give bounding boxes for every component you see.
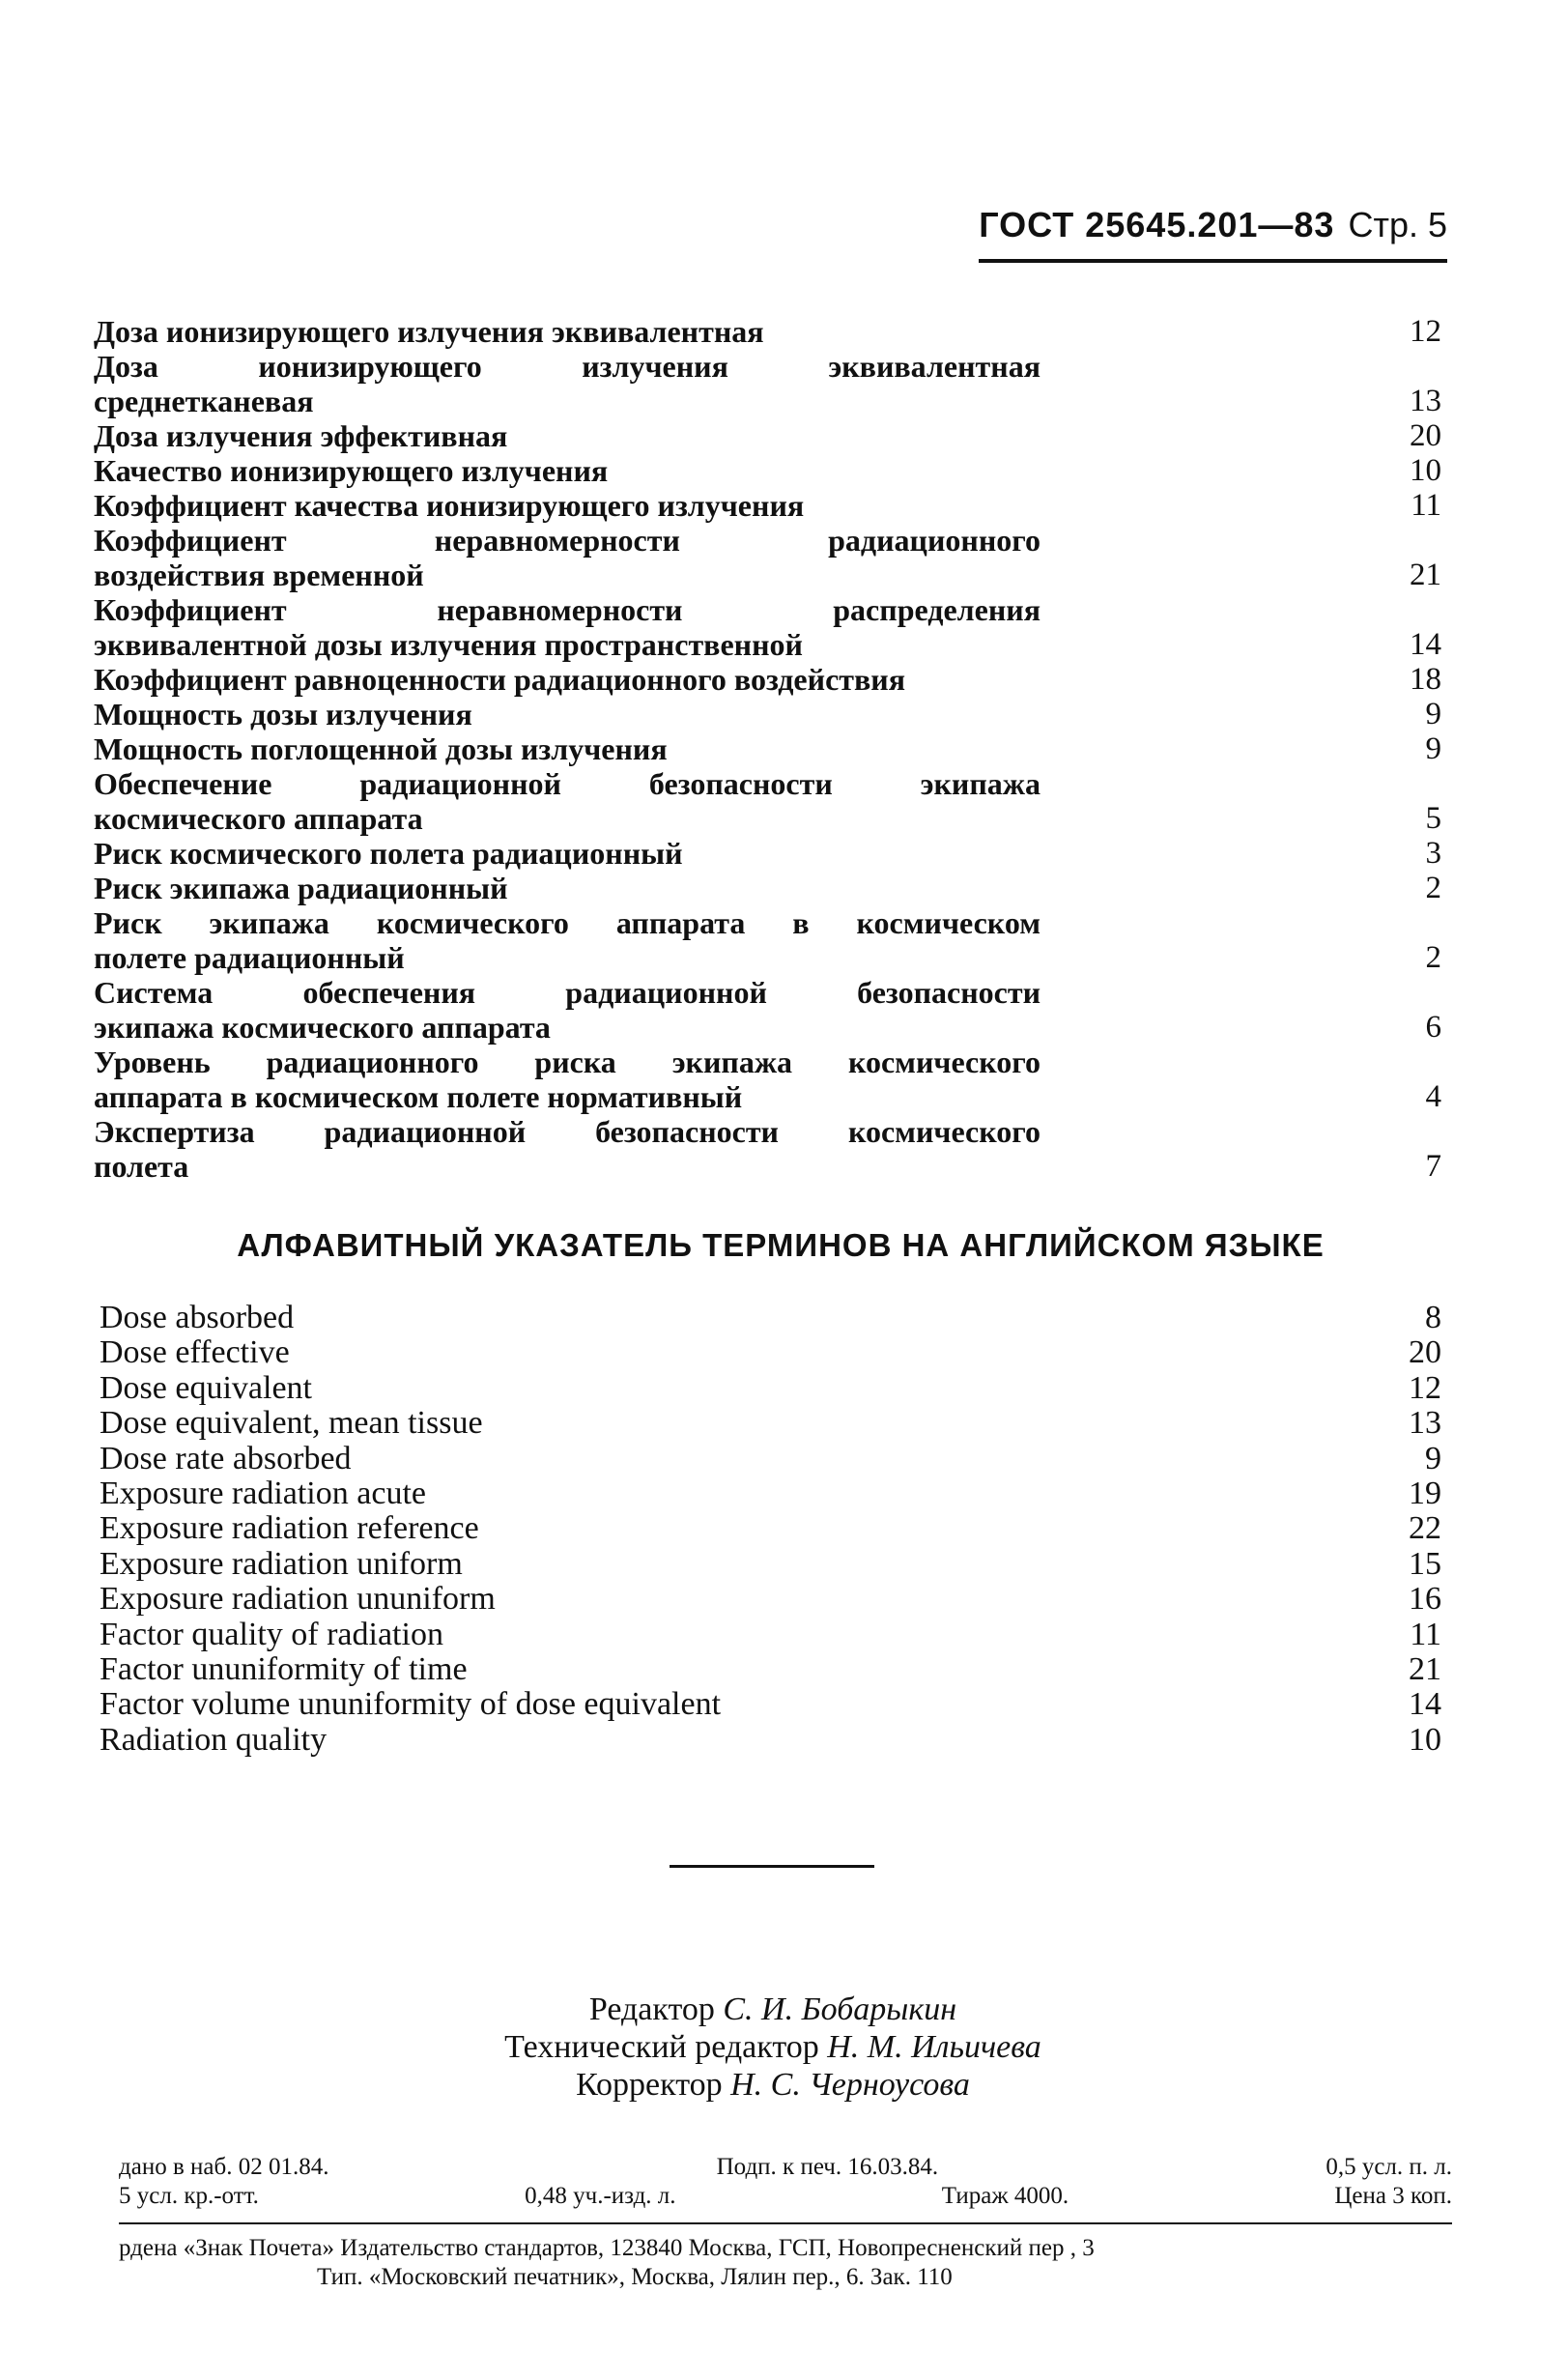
- index-term: Dose effective: [100, 1334, 290, 1371]
- imprint-row: [119, 2153, 1452, 2182]
- imprint-field: Цена 3 коп.: [1334, 2183, 1452, 2209]
- index-entry: [94, 871, 1446, 905]
- index-term: Exposure radiation ununiform: [100, 1581, 496, 1618]
- index-term: Dose rate absorbed: [100, 1440, 352, 1476]
- term-line: эквивалентной дозы излучения пространственной: [94, 627, 803, 662]
- term-line: Качество ионизирующего излучения: [94, 453, 609, 488]
- index-entry: [94, 349, 1446, 418]
- index-term: [94, 697, 1041, 731]
- index-term: Dose equivalent: [100, 1369, 312, 1406]
- index-entry: [94, 697, 1446, 731]
- index-term: [94, 836, 1041, 871]
- index-number: 12: [1409, 1369, 1441, 1406]
- index-entry: [100, 1476, 1446, 1511]
- index-number: 11: [1410, 1616, 1441, 1652]
- page-header: [979, 205, 1447, 245]
- index-term: [94, 314, 1041, 349]
- index-number: 14: [1409, 1686, 1441, 1723]
- index-term: Exposure radiation reference: [100, 1510, 479, 1547]
- index-term: [94, 871, 1041, 905]
- index-term: Factor quality of radiation: [100, 1616, 443, 1652]
- index-entry: [94, 488, 1446, 523]
- term-line: полете радиационный: [94, 940, 405, 975]
- print-imprint: [119, 2153, 1452, 2211]
- index-entry: [100, 1687, 1446, 1722]
- publisher-info: [119, 2234, 1452, 2292]
- index-term: Factor volume ununiformity of dose equivalent: [100, 1686, 722, 1723]
- index-term: [94, 975, 1041, 1045]
- index-term: [94, 349, 1041, 418]
- index-number: 4: [1425, 1079, 1441, 1114]
- index-entry: [100, 1371, 1446, 1406]
- index-entry: [100, 1652, 1446, 1687]
- index-entry: [100, 1547, 1446, 1582]
- index-entry: [94, 1045, 1446, 1114]
- imprint-field: Тираж 4000.: [941, 2183, 1069, 2209]
- term-line: экипажа космического аппарата: [94, 1010, 551, 1045]
- term-line: Риск экипажа радиационный: [94, 871, 508, 905]
- index-number: 14: [1410, 627, 1441, 662]
- imprint-field: 0,5 усл. п. л.: [1326, 2154, 1452, 2180]
- english-term-index: [100, 1301, 1446, 1758]
- index-number: 13: [1409, 1405, 1441, 1442]
- term-line: аппарата в космическом полете нормативный: [94, 1079, 743, 1114]
- index-term: [94, 905, 1041, 975]
- term-line: Коэффициент неравномерности распределения: [94, 592, 1041, 627]
- index-entry: [94, 975, 1446, 1045]
- editorial-credits: [290, 1991, 1256, 2104]
- index-number: 9: [1425, 1440, 1441, 1476]
- term-line: Экспертиза радиационной безопасности космического: [94, 1114, 1041, 1149]
- credit-role: Технический редактор: [504, 2029, 819, 2065]
- index-term: [94, 662, 1041, 697]
- index-number: 10: [1409, 1721, 1441, 1758]
- index-entry: [100, 1582, 1446, 1617]
- term-line: Коэффициент качества ионизирующего излучения: [94, 488, 805, 523]
- credit-line: [290, 2066, 1256, 2104]
- credit-name: С. И. Бобарыкин: [723, 1991, 957, 2027]
- credit-line: [290, 1991, 1256, 2028]
- term-line: Риск экипажа космического аппарата в космическом: [94, 905, 1041, 940]
- index-number: 22: [1409, 1510, 1441, 1547]
- index-number: 12: [1410, 314, 1441, 349]
- index-term: [94, 488, 1041, 523]
- russian-term-index: [94, 314, 1446, 1184]
- index-entry: [100, 1301, 1446, 1335]
- term-line: Доза излучения эффективная: [94, 418, 508, 453]
- term-line: Доза ионизирующего излучения эквивалентная: [94, 314, 764, 349]
- index-entry: [94, 1114, 1446, 1184]
- index-term: [94, 453, 1041, 488]
- index-number: 21: [1410, 558, 1441, 592]
- index-number: 19: [1409, 1476, 1441, 1512]
- index-term: [94, 766, 1041, 836]
- term-line: Мощность поглощенной дозы излучения: [94, 731, 668, 766]
- index-term: Exposure radiation acute: [100, 1476, 426, 1512]
- index-number: 16: [1409, 1581, 1441, 1618]
- index-number: 9: [1425, 697, 1441, 731]
- index-entry: [94, 453, 1446, 488]
- index-number: 15: [1409, 1545, 1441, 1582]
- center-divider: [670, 1865, 874, 1868]
- index-term: [94, 418, 1041, 453]
- index-number: 2: [1425, 940, 1441, 975]
- term-line: Коэффициент неравномерности радиационного: [94, 523, 1041, 558]
- imprint-field: 5 усл. кр.-отт.: [119, 2183, 259, 2209]
- index-number: 10: [1410, 453, 1441, 488]
- index-entry: [100, 1335, 1446, 1370]
- index-entry: [100, 1723, 1446, 1758]
- index-number: 20: [1410, 418, 1441, 453]
- imprint-field: 0,48 уч.-изд. л.: [525, 2183, 676, 2209]
- term-line: Обеспечение радиационной безопасности экипажа: [94, 766, 1041, 801]
- credit-name: Н. С. Черноусова: [730, 2067, 970, 2103]
- index-number: 21: [1409, 1651, 1441, 1688]
- index-number: 11: [1411, 488, 1441, 523]
- term-line: Мощность дозы излучения: [94, 697, 472, 731]
- index-entry: [94, 836, 1446, 871]
- index-entry: [94, 314, 1446, 349]
- credit-role: Корректор: [576, 2067, 723, 2103]
- index-entry: [94, 766, 1446, 836]
- index-term: Factor ununiformity of time: [100, 1651, 468, 1688]
- publisher-line: рдена «Знак Почета» Издательство стандартов, 123840 Москва, ГСП, Новопресненский пер , 3: [119, 2235, 1095, 2261]
- header-rule: [979, 259, 1447, 263]
- index-term: [94, 523, 1041, 592]
- term-line: среднетканевая: [94, 384, 314, 418]
- section-title: АЛФАВИТНЫЙ УКАЗАТЕЛЬ ТЕРМИНОВ НА АНГЛИЙСКОМ ЯЗЫКЕ: [237, 1227, 1325, 1263]
- term-line: полета: [94, 1149, 189, 1184]
- term-line: Уровень радиационного риска экипажа космического: [94, 1045, 1041, 1079]
- credit-role: Редактор: [588, 1991, 715, 2027]
- index-term: [94, 1114, 1041, 1184]
- index-number: 8: [1425, 1300, 1441, 1335]
- publisher-line: Тип. «Московский печатник», Москва, Лялин пер., 6. Зак. 110: [317, 2264, 953, 2290]
- term-line: космического аппарата: [94, 801, 423, 836]
- index-number: 18: [1410, 662, 1441, 697]
- credit-line: [290, 2028, 1256, 2066]
- index-number: 9: [1425, 731, 1441, 766]
- index-entry: [94, 418, 1446, 453]
- index-entry: [94, 731, 1446, 766]
- index-entry: [94, 662, 1446, 697]
- imprint-field: дано в наб. 02 01.84.: [119, 2154, 329, 2180]
- index-number: 3: [1425, 836, 1441, 871]
- index-term: Dose absorbed: [100, 1300, 295, 1335]
- index-entry: [94, 905, 1446, 975]
- page-number: Стр. 5: [1348, 205, 1447, 244]
- term-line: Доза ионизирующего излучения эквивалентная: [94, 349, 1041, 384]
- index-term: Exposure radiation uniform: [100, 1545, 463, 1582]
- index-entry: [94, 592, 1446, 662]
- index-number: 13: [1410, 384, 1441, 418]
- index-entry: [94, 523, 1446, 592]
- index-entry: [100, 1406, 1446, 1441]
- term-line: Коэффициент равноценности радиационного воздействия: [94, 662, 906, 697]
- index-term: [94, 592, 1041, 662]
- index-entry: [100, 1442, 1446, 1476]
- index-term: [94, 731, 1041, 766]
- imprint-field: Подп. к печ. 16.03.84.: [716, 2154, 939, 2180]
- index-term: Dose equivalent, mean tissue: [100, 1405, 483, 1442]
- index-number: 6: [1425, 1010, 1441, 1045]
- standard-number: ГОСТ 25645.201—83: [979, 205, 1335, 244]
- index-number: 5: [1425, 801, 1441, 836]
- index-term: Radiation quality: [100, 1721, 328, 1758]
- index-number: 2: [1425, 871, 1441, 905]
- imprint-row: [119, 2182, 1452, 2211]
- index-term: [94, 1045, 1041, 1114]
- index-number: 7: [1425, 1149, 1441, 1184]
- index-entry: [100, 1618, 1446, 1652]
- term-line: воздействия временной: [94, 558, 424, 592]
- index-entry: [100, 1511, 1446, 1546]
- term-line: Риск космического полета радиационный: [94, 836, 683, 871]
- term-line: Система обеспечения радиационной безопасности: [94, 975, 1041, 1010]
- credit-name: Н. М. Ильичева: [827, 2029, 1041, 2065]
- index-number: 20: [1409, 1334, 1441, 1371]
- imprint-rule: [119, 2222, 1452, 2224]
